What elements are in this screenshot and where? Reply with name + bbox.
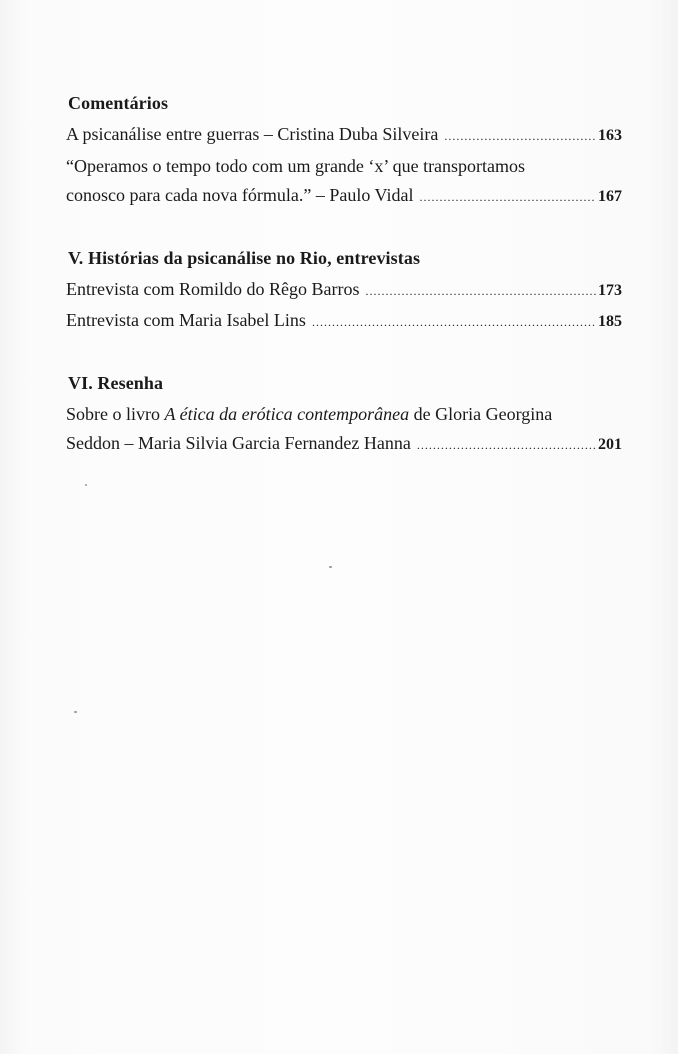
toc-entry-line [66, 120, 622, 152]
section-title: Comentários [68, 93, 169, 113]
page-number: 201 [598, 436, 622, 453]
page-number: 173 [598, 281, 622, 299]
toc-entry [66, 400, 622, 461]
toc-entry-line [66, 181, 622, 213]
entry-text-prefix: Sobre o livro [66, 403, 165, 424]
entry-text: conosco para cada nova fórmula.” – Paulo Vidal [66, 185, 414, 205]
toc-entry [66, 152, 622, 213]
dot-leader [444, 122, 596, 152]
paper-speck [85, 484, 87, 486]
dot-leader [419, 183, 596, 213]
section-title: V. Histórias da psicanálise no Rio, entrevistas [68, 247, 421, 268]
entry-text: A psicanálise entre guerras – Cristina Duba Silveira [66, 124, 439, 144]
toc-section-comentarios [66, 88, 622, 213]
entry-text: Seddon – Maria Silvia Garcia Fernandez Hanna [66, 433, 411, 453]
page-number: 167 [598, 188, 622, 205]
entry-text: Entrevista com Romildo do Rêgo Barros [66, 278, 360, 299]
section-title: VI. Resenha [68, 372, 164, 393]
entry-text: Entrevista com Maria Isabel Lins [66, 310, 306, 330]
toc-entry [66, 120, 622, 152]
entry-text [66, 400, 622, 430]
dot-leader [312, 308, 596, 338]
dot-leader [417, 431, 596, 461]
table-of-contents [66, 88, 622, 491]
toc-entry [66, 306, 622, 338]
page-number: 185 [598, 313, 622, 330]
toc-entry [66, 275, 622, 307]
book-title: A ética da erótica contemporânea [164, 403, 410, 424]
toc-section-historias [66, 243, 622, 338]
entry-text-suffix: de Gloria Georgina [409, 403, 553, 424]
page-number: 163 [598, 127, 622, 144]
dot-leader [365, 277, 596, 307]
toc-entry-line [66, 275, 622, 307]
toc-section-resenha [66, 368, 622, 461]
toc-entry-line [66, 306, 622, 338]
toc-entry-line [66, 429, 622, 461]
paper-speck [329, 566, 332, 568]
entry-text: “Operamos o tempo todo com um grande ‘x’ que transportamos [66, 155, 526, 176]
paper-speck [74, 711, 77, 713]
